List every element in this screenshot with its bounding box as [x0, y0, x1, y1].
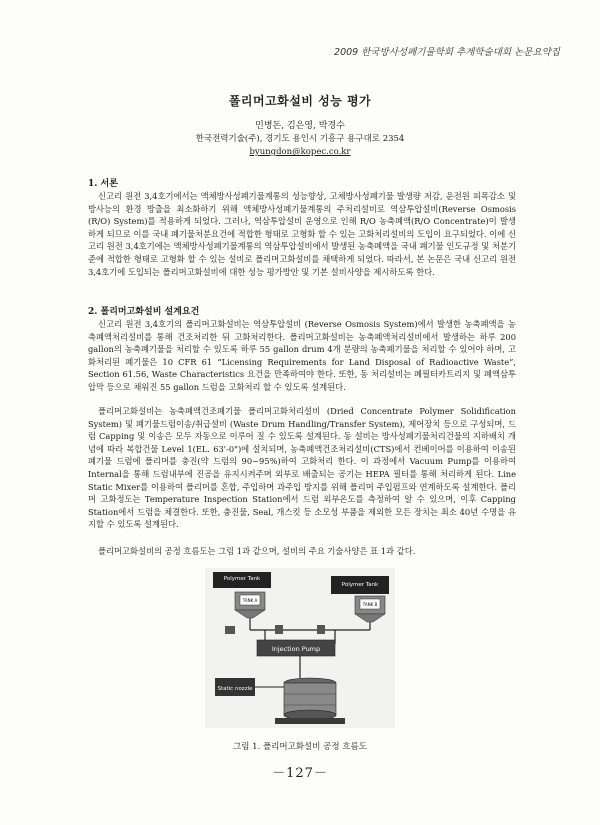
running-header: 2009 한국방사성폐기물학회 추계학술대회 논문요약집	[334, 47, 560, 58]
process-flow-figure	[205, 568, 395, 728]
paper-title: 폴리머고화설비 성능 평가	[228, 94, 372, 108]
paper-authors: 민병돈, 김은영, 박경수	[255, 121, 345, 131]
injection-pump-label: Injection Pump	[271, 645, 321, 653]
polymer-tank-a-title: Polymer Tank	[223, 576, 261, 582]
paper-affiliation: 한국전력기술(주), 경기도 용인시 기흥구 용구대로 2354	[195, 134, 405, 144]
section-1-heading: 1. 서론	[88, 179, 118, 189]
figure-caption: 그림 1. 폴리머고화설비 공정 흐름도	[233, 742, 367, 752]
tank-b-label: TANK B	[362, 602, 378, 607]
page-number: －127－	[272, 766, 328, 781]
section-2-paragraph-2: 폴리머고화설비는 농축폐액건조폐기물 폴리머고화처리설비 (Dried Concentrate Polymer Solidification System) 및 폐기물드럼이송/취급설비 (Waste Drum Handling/Transfer System), 제어장치 등으로 구성되며, 드럼 Capping 및 이송은 모두 자동으로 이루어 질 수 있도록 설계된다. 동 설비는 방사성폐기물처리건물의 지하배치 개념에 따라 복합건물 Level 1(EL. 63'-0")에 설치되며, 농축폐액건조처리설비(CTS)에서 컨베이어를 이용하여 이송된 폐기물 드럼에 폴리머를 충진(약 드럼의 90~95%)하여 고화처리 한다. 이 과정에서 Vacuum Pump를 이용하여 Internal을 통해 드럼내부에 진공을 유지시켜주며 외부로 배출되는 공기는 HEPA 필터를 통해 처리하게 된다. Line Static Mixer를 이용하여 폴리머를 혼합, 주입하며 과주입 방지를 위해 폴리머 주입펌프와 연계하도록 설계한다. 폴리머 고화정도는 Temperature Inspection Station에서 드럼 외부온도를 측정하여 알 수 있으며, 이후 Capping Station에서 드럼을 체결한다. 또한, 충진물, Seal, 개스킷 등 소모성 부품을 제외한 모든 장치는 최소 40년 수명을 유지할 수 있도록 설계된다.	[88, 406, 517, 530]
section-2-paragraph-1: 신고리 원전 3,4호기의 폴리머고화설비는 역삼투압설비 (Reverse Osmosis System)에서 발생한 농축폐액을 농축폐액처리설비를 통해 건조처리한 뒤 고화처리한다. 폴리머고화설비는 농축폐액처리설비에서 발생하는 하루 200 gallon의 농축폐기물을 처리할 수 있도록 하루 55 gallon drum 4개 분량의 농축폐기물을 처리할 수 있어야 하며, 고화처리된 폐기물은 10 CFR 61 “Licensing Requirements for Land Disposal of Radioactive Waste”, Section 61.56, Waste Characteristics 요건을 만족하여야 한다. 또한, 동 처리설비는 폐필터카트리지 및 폐액삼투압막 등으로 채워진 55 gallon 드럼을 고화처리 할 수 있도록 설계된다.	[88, 319, 516, 392]
static-nozzle-label: Static nozzle	[217, 686, 253, 692]
author-email[interactable]: byungdon@kopec.co.kr	[249, 147, 351, 157]
tank-a-label: TANK A	[242, 598, 258, 603]
section-1-paragraph: 신고리 원전 3,4호기에서는 액체방사성폐기물계통의 성능향상, 고체방사성폐기물 발생량 저감, 운전원 피폭감소 및 방사능의 환경 방출을 최소화하기 위해 액체방사성폐기물계통의 주처리설비로 역삼투압설비(Reverse Osmosis (R/O) System)를 적용하게 되었다. 그러나, 역삼투압설비 운영으로 인해 R/O 농축폐액(R/O Concentrate)이 발생하게 되므로 이를 국내 폐기물처분요건에 적합한 형태로 고형화 할 수 있는 고화처리설비의 도입이 요구되었다. 이에 신고리 원전 3,4호기에는 액체방사성폐기물계통의 역삼투압설비에서 발생된 농축폐액을 국내 폐기물 인도규정 및 처분기준에 적합한 형태로 고형화 할 수 있는 설비로 폴리머고화설비를 채택하게 되었다. 따라서, 본 논문은 국내 신고리 원전 3,4호기에 도입되는 폴리머고화설비에 대한 성능 평가방안 및 기본 설비사양을 제시하도록 한다.	[88, 191, 516, 277]
section-2-paragraph-3: 폴리머고화설비의 공정 흐름도는 그림 1과 같으며, 설비의 주요 기술사양은 표 1과 같다.	[98, 546, 416, 556]
polymer-tank-b-title: Polymer Tank	[341, 582, 379, 588]
section-2-heading: 2. 폴리머고화설비 설계요건	[88, 307, 200, 317]
